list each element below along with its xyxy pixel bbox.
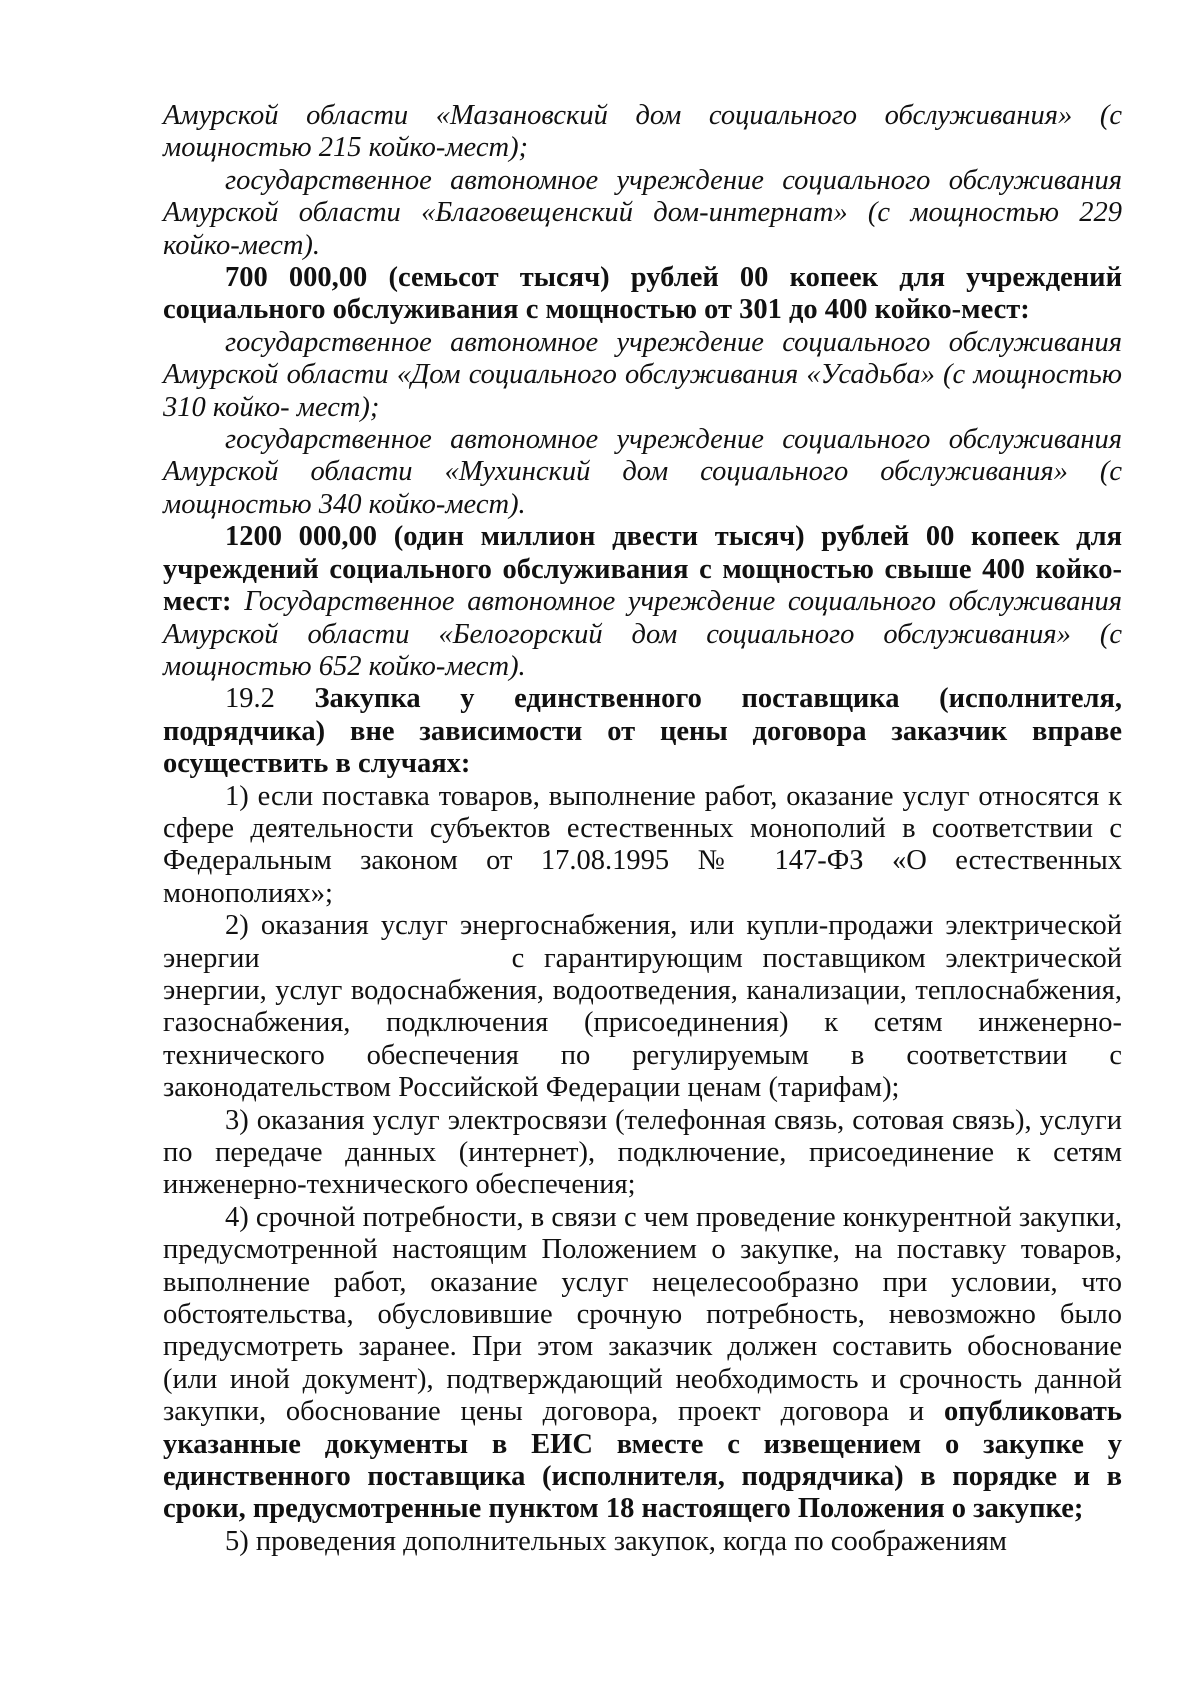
- paragraph-belogorsky: Государственное автономное учреждение социального обслуживания Амурской области «Белогорский дом социального обслуживания» (с мощностью 652 койко-мест).: [163, 586, 1122, 682]
- document-body: [163, 100, 1122, 1558]
- paragraph-mazanovsky: Амурской области «Мазановский дом социального обслуживания» (с мощностью 215 койко-мест);: [163, 100, 1122, 164]
- paragraph-mukhinsky: государственное автономное учреждение социального обслуживания Амурской области «Мухинский дом социального обслуживания» (с мощностью 340 койко-мест).: [163, 424, 1122, 520]
- paragraph-700000-heading: 700 000,00 (семьсот тысяч) рублей 00 копеек для учреждений социального обслуживания с мощностью от 301 до 400 койко-мест:: [163, 262, 1122, 326]
- list-item-2: [163, 910, 1122, 1104]
- paragraph-blagoveshchensk: государственное автономное учреждение социального обслуживания Амурской области «Благовещенский дом-интернат» (с мощностью 229 койко-мест).: [163, 164, 1122, 261]
- clause-number: 19.2: [225, 683, 275, 715]
- paragraph-1200000-heading: 1200 000,00 (один миллион двести тысяч) рублей 00 копеек для учреждений социального обслуживания с мощностью свыше 400 койко-мест:: [163, 521, 1122, 618]
- list-item-4-bold: опубликовать указанные документы в ЕИС вместе с извещением о закупке у единственного поставщика (исполнителя, подрядчика) в порядке и в сроки, предусмотренные пунктом 18 настоящего Положения о закупке;: [163, 1396, 1122, 1525]
- list-item-4: [163, 1202, 1122, 1526]
- list-item-2-end: с гарантирующим поставщиком электрической энергии, услуг водоснабжения, водоотведения, канализации, теплоснабжения, газоснабжения, подключения (присоединения) к сетям инженерно-технического обеспечения по регулируемым в соответствии с законодательством Российской Федерации ценам (тарифам);: [163, 942, 1122, 1104]
- list-item-4-text: 4) срочной потребности, в связи с чем проведение конкурентной закупки, предусмотренной настоящим Положением о закупке, на поставку товаров, выполнение работ, оказание услуг нецелесообразно при условии, что обстоятельства, обусловившие срочную потребность, невозможно было предусмотреть заранее. При этом заказчик должен составить обоснование (или иной документ), подтверждающий необходимость и срочность данной закупки, обоснование цены договора, проект договора и: [163, 1201, 1122, 1428]
- paragraph-1200000: [163, 521, 1122, 683]
- list-item-5: 5) проведения дополнительных закупок, когда по соображениям: [225, 1525, 1007, 1557]
- paragraph-19-2: [163, 683, 1122, 780]
- list-item-1: 1) если поставка товаров, выполнение работ, оказание услуг относятся к сфере деятельности субъектов естественных монополий в соответствии с Федеральным законом от 17.08.1995 № 147-ФЗ «О естественных монополиях»;: [163, 780, 1122, 909]
- clause-19-2-heading: Закупка у единственного поставщика (исполнителя, подрядчика) вне зависимости от цены договора заказчик вправе осуществить в случаях:: [163, 683, 1122, 780]
- list-item-3: 3) оказания услуг электросвязи (телефонная связь, сотовая связь), услуги по передаче данных (интернет), подключение, присоединение к сетям инженерно-технического обеспечения;: [163, 1104, 1122, 1201]
- paragraph-usadba: государственное автономное учреждение социального обслуживания Амурской области «Дом социального обслуживания «Усадьба» (с мощностью 310 койко- мест);: [163, 326, 1122, 423]
- list-item-2-start: 2) оказания услуг энергоснабжения, или купли-продажи электрической энергии: [163, 910, 1122, 974]
